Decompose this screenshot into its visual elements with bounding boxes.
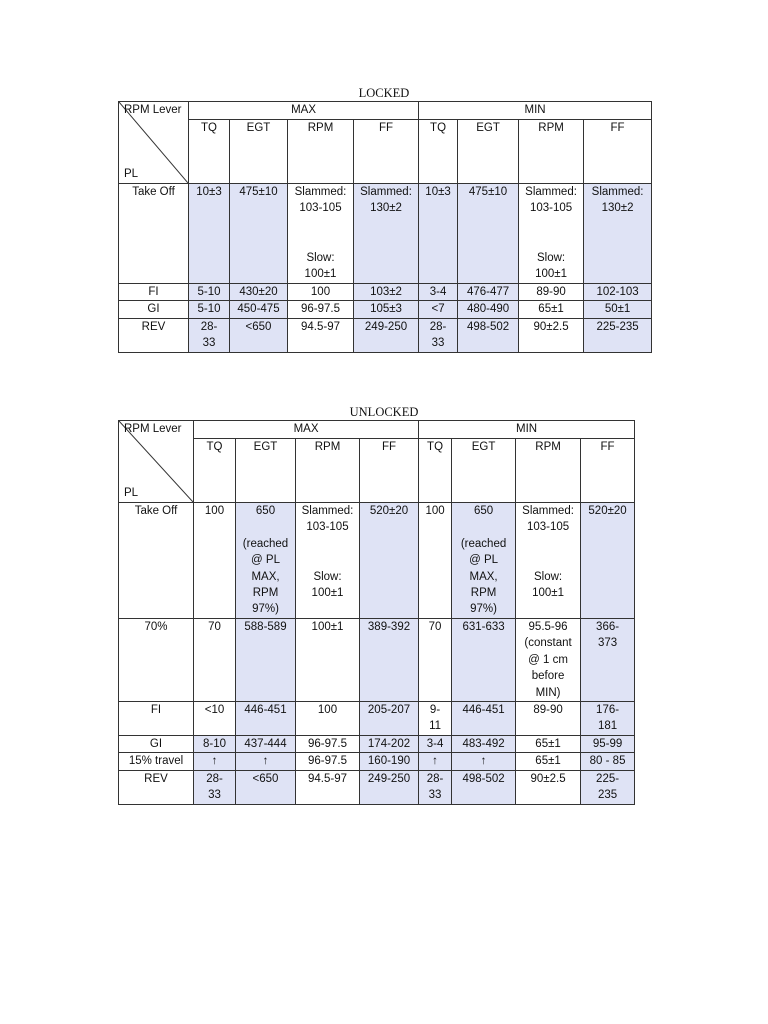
table-cell: 205-207 xyxy=(360,702,419,736)
table-cell: 95.5-96 (constant @ 1 cm before MIN) xyxy=(516,619,581,702)
table-row xyxy=(119,184,652,284)
row-label: FI xyxy=(119,702,194,736)
table-cell: 28- 33 xyxy=(194,770,236,804)
table-cell: Slammed: 103-105 Slow: 100±1 xyxy=(288,184,354,284)
row-label: 15% travel xyxy=(119,753,194,770)
table-cell: 103±2 xyxy=(354,284,419,301)
table-cell: 498-502 xyxy=(458,318,519,352)
table-cell: 9- 11 xyxy=(419,702,452,736)
column-header: RPM xyxy=(516,439,581,503)
row-label: Take Off xyxy=(119,503,194,619)
table-cell: 65±1 xyxy=(516,753,581,770)
unlocked-table xyxy=(118,420,635,805)
table-cell: 100 xyxy=(288,284,354,301)
table-cell: ↑ xyxy=(194,753,236,770)
table-cell: 90±2.5 xyxy=(516,770,581,804)
table-cell: 105±3 xyxy=(354,301,419,318)
table-cell: 65±1 xyxy=(519,301,584,318)
table-cell: 70 xyxy=(194,619,236,702)
table-cell: <7 xyxy=(419,301,458,318)
table-cell: 95-99 xyxy=(581,736,635,753)
corner-label-rpm-lever: RPM Lever xyxy=(124,104,182,116)
table-cell: 70 xyxy=(419,619,452,702)
column-header: RPM xyxy=(296,439,360,503)
corner-cell xyxy=(119,102,189,184)
column-header: FF xyxy=(354,120,419,184)
row-label: GI xyxy=(119,301,189,318)
table-cell: <650 xyxy=(236,770,296,804)
group-header-max: MAX xyxy=(189,102,419,120)
group-header-max: MAX xyxy=(194,421,419,439)
table-cell: 476-477 xyxy=(458,284,519,301)
corner-cell xyxy=(119,421,194,503)
table-row xyxy=(119,503,635,619)
table-cell: 366- 373 xyxy=(581,619,635,702)
group-header-min: MIN xyxy=(419,421,635,439)
table-cell: 475±10 xyxy=(458,184,519,284)
table-cell: 450-475 xyxy=(230,301,288,318)
table-cell: ↑ xyxy=(236,753,296,770)
column-header: FF xyxy=(581,439,635,503)
table-cell: 446-451 xyxy=(452,702,516,736)
group-header-min: MIN xyxy=(419,102,652,120)
corner-label-rpm-lever: RPM Lever xyxy=(124,423,182,435)
table-cell: 28- 33 xyxy=(189,318,230,352)
table-cell: 225- 235 xyxy=(581,770,635,804)
table-cell: 50±1 xyxy=(584,301,652,318)
table-cell: Slammed: 103-105 Slow: 100±1 xyxy=(516,503,581,619)
column-header: FF xyxy=(360,439,419,503)
table-cell: 430±20 xyxy=(230,284,288,301)
row-label: GI xyxy=(119,736,194,753)
table-cell: Slammed: 103-105 Slow: 100±1 xyxy=(296,503,360,619)
table-row xyxy=(119,318,652,352)
table-cell: 3-4 xyxy=(419,736,452,753)
row-label: 70% xyxy=(119,619,194,702)
table-cell: 10±3 xyxy=(189,184,230,284)
table-cell: 65±1 xyxy=(516,736,581,753)
unlocked-table-title: UNLOCKED xyxy=(349,405,419,419)
table-cell: 475±10 xyxy=(230,184,288,284)
table-cell: 520±20 xyxy=(581,503,635,619)
table-row xyxy=(119,284,652,301)
table-cell: 5-10 xyxy=(189,284,230,301)
column-header: TQ xyxy=(194,439,236,503)
row-label: FI xyxy=(119,284,189,301)
table-cell: 483-492 xyxy=(452,736,516,753)
table-cell: 89-90 xyxy=(516,702,581,736)
table-cell: 650 (reached @ PL MAX, RPM 97%) xyxy=(452,503,516,619)
table-cell: 160-190 xyxy=(360,753,419,770)
table-row xyxy=(119,301,652,318)
table-cell: 249-250 xyxy=(360,770,419,804)
table-cell: 96-97.5 xyxy=(288,301,354,318)
table-cell: 249-250 xyxy=(354,318,419,352)
table-cell: 100 xyxy=(296,702,360,736)
column-header: EGT xyxy=(452,439,516,503)
table-cell: <10 xyxy=(194,702,236,736)
column-header: TQ xyxy=(419,439,452,503)
column-header: TQ xyxy=(419,120,458,184)
row-label: Take Off xyxy=(119,184,189,284)
table-cell: 3-4 xyxy=(419,284,458,301)
table-cell: 10±3 xyxy=(419,184,458,284)
column-header: RPM xyxy=(288,120,354,184)
table-cell: 389-392 xyxy=(360,619,419,702)
table-cell: ↑ xyxy=(452,753,516,770)
table-cell: <650 xyxy=(230,318,288,352)
table-cell: 588-589 xyxy=(236,619,296,702)
table-row xyxy=(119,736,635,753)
table-cell: 80 - 85 xyxy=(581,753,635,770)
row-label: REV xyxy=(119,770,194,804)
row-label: REV xyxy=(119,318,189,352)
table-cell: ↑ xyxy=(419,753,452,770)
table-row xyxy=(119,619,635,702)
column-header: TQ xyxy=(189,120,230,184)
table-cell: 100 xyxy=(419,503,452,619)
column-header: EGT xyxy=(230,120,288,184)
table-cell: 520±20 xyxy=(360,503,419,619)
table-cell: 650 (reached @ PL MAX, RPM 97%) xyxy=(236,503,296,619)
table-row xyxy=(119,753,635,770)
table-cell: Slammed: 130±2 xyxy=(354,184,419,284)
table-cell: 437-444 xyxy=(236,736,296,753)
table-cell: 446-451 xyxy=(236,702,296,736)
table-cell: 225-235 xyxy=(584,318,652,352)
column-header: EGT xyxy=(458,120,519,184)
table-cell: Slammed: 130±2 xyxy=(584,184,652,284)
corner-label-pl: PL xyxy=(124,167,139,180)
table-cell: 102-103 xyxy=(584,284,652,301)
table-cell: 94.5-97 xyxy=(296,770,360,804)
column-header: FF xyxy=(584,120,652,184)
table-cell: 498-502 xyxy=(452,770,516,804)
corner-label-pl: PL xyxy=(124,486,139,499)
table-cell: 96-97.5 xyxy=(296,753,360,770)
table-row xyxy=(119,770,635,804)
table-cell: 100 xyxy=(194,503,236,619)
table-cell: 89-90 xyxy=(519,284,584,301)
table-cell: 90±2.5 xyxy=(519,318,584,352)
table-cell: 100±1 xyxy=(296,619,360,702)
table-cell: 174-202 xyxy=(360,736,419,753)
table-cell: 28- 33 xyxy=(419,318,458,352)
table-cell: 28- 33 xyxy=(419,770,452,804)
table-cell: 631-633 xyxy=(452,619,516,702)
table-cell: 176- 181 xyxy=(581,702,635,736)
column-header: RPM xyxy=(519,120,584,184)
table-cell: Slammed: 103-105 Slow: 100±1 xyxy=(519,184,584,284)
table-cell: 94.5-97 xyxy=(288,318,354,352)
locked-table xyxy=(118,101,652,353)
table-cell: 480-490 xyxy=(458,301,519,318)
table-cell: 5-10 xyxy=(189,301,230,318)
table-cell: 96-97.5 xyxy=(296,736,360,753)
table-row xyxy=(119,702,635,736)
column-header: EGT xyxy=(236,439,296,503)
locked-table-title: LOCKED xyxy=(358,86,410,100)
table-cell: 8-10 xyxy=(194,736,236,753)
